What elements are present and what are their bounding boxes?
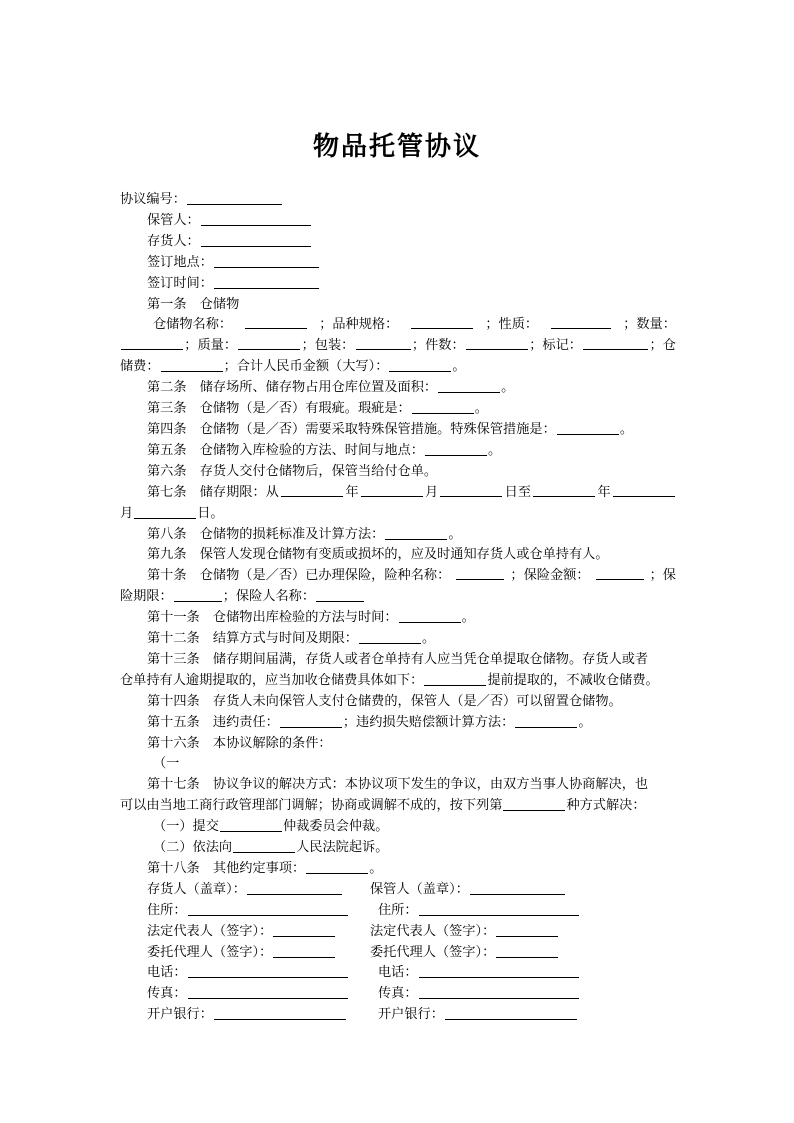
text: 第十五条 违约责任： (147, 714, 279, 730)
blank[interactable] (188, 964, 348, 978)
text: 存货人（盖章）： (147, 881, 246, 897)
right-column (370, 943, 559, 964)
signature-legal-rep-row (120, 922, 676, 943)
blank[interactable] (174, 588, 222, 602)
blank[interactable] (201, 233, 311, 247)
article-7-line-1 (120, 483, 676, 504)
article-4 (120, 420, 676, 441)
article-17-line-2 (120, 796, 676, 817)
right-column (378, 1005, 578, 1026)
text: 可以由当地工商行政管理部门调解；协商或调解不成的，按下列第 (120, 798, 503, 814)
blank[interactable] (306, 860, 368, 874)
text: 日至 (504, 484, 532, 500)
text: 储费： (120, 359, 160, 375)
text: 。 (487, 442, 502, 458)
depositor-line (120, 232, 676, 253)
blank[interactable] (596, 566, 644, 580)
blank[interactable] (440, 483, 502, 497)
blank[interactable] (424, 672, 486, 686)
text: 。 (461, 610, 475, 626)
article-17-line-1: 第十七条 协议争议的解决方式：本协议项下发生的争议，由双方当事人协商解决，也 (147, 777, 649, 793)
text: ；质量： (184, 338, 238, 354)
text: ；品种规格： (319, 317, 399, 333)
blank[interactable] (419, 964, 579, 978)
blank[interactable] (551, 315, 611, 329)
blank[interactable] (411, 315, 473, 329)
signature-fax-row (120, 984, 676, 1005)
text: ；标记： (529, 338, 582, 354)
blank[interactable] (214, 275, 319, 289)
blank[interactable] (466, 336, 528, 350)
blank[interactable] (361, 483, 423, 497)
text: 住所： (147, 902, 187, 918)
text: （二）依法向 (153, 840, 233, 856)
blank[interactable] (557, 421, 619, 435)
article-18 (120, 859, 676, 880)
text: 住所： (378, 902, 418, 918)
blank[interactable] (245, 315, 307, 329)
blank[interactable] (161, 358, 223, 372)
article-2 (120, 378, 676, 399)
right-column (370, 880, 566, 901)
article-7-line-2 (120, 504, 676, 525)
article-14: 第十四条 存货人未向保管人支付仓储费的，保管人（是／否）可以留置仓储物。 (147, 693, 622, 709)
text: 年 (597, 484, 611, 500)
article-1-line-3 (120, 357, 676, 378)
text: 委托代理人（签字）： (147, 944, 273, 960)
blank[interactable] (438, 379, 500, 393)
text: ；数量： (623, 317, 676, 333)
text: 第十二条 结算方式与时间及期限： (147, 631, 358, 647)
blank[interactable] (281, 483, 343, 497)
blank[interactable] (188, 985, 348, 999)
text: 法定代表人（签字）： (147, 923, 273, 939)
text: 。 (369, 861, 383, 876)
text: ；保 (649, 568, 676, 584)
text: 第八条 仓储物的损耗标准及计算方法： (147, 526, 385, 542)
blank[interactable] (134, 505, 196, 519)
blank[interactable] (613, 483, 675, 497)
text: 第十一条 仓储物出库检验的方法与时间： (147, 610, 398, 626)
article-1-line-2 (120, 336, 676, 357)
text: 月 (425, 484, 439, 500)
text: 年 (345, 484, 359, 500)
blank[interactable] (503, 797, 565, 811)
text: 第三条 仓储物（是／否）有瑕疵。瑕疵是： (147, 401, 411, 417)
text: 传真： (147, 986, 187, 1002)
agreement-no-line (120, 190, 676, 211)
sign-time-label: 签订时间： (147, 275, 213, 291)
article-6: 第六条 存货人交付仓储物后，保管当给付仓单。 (147, 463, 438, 479)
text: （一）提交 (153, 819, 219, 835)
blank[interactable] (187, 191, 282, 205)
right-column (370, 922, 559, 943)
text: ；保险金额： (510, 568, 590, 584)
text: 传真： (378, 986, 418, 1002)
article-17-option-2 (120, 838, 676, 859)
text: ；包装： (301, 338, 355, 354)
blank[interactable] (412, 400, 474, 414)
blank[interactable] (238, 336, 300, 350)
text: ；保险人名称： (222, 589, 316, 605)
right-column (378, 901, 580, 922)
text: 提前提取的，不减收仓储费。 (487, 672, 659, 688)
text: 第十条 仓储物（是／否）已办理保险，险种名称： (147, 568, 451, 584)
blank[interactable] (280, 714, 342, 728)
signature-agent-row (120, 943, 676, 964)
blank[interactable] (273, 944, 335, 958)
sign-place-line (120, 253, 676, 274)
text: 开户银行： (378, 1007, 444, 1023)
article-8 (120, 525, 676, 546)
blank[interactable] (356, 336, 411, 350)
article-9: 第九条 保管人发现仓储物有变质或损坏的，应及时通知存货人或仓单持有人。 (147, 547, 609, 563)
sign-place-label: 签订地点： (147, 254, 213, 270)
blank[interactable] (496, 923, 558, 937)
text: 第二条 储存场所、储存物占用仓库位置及面积： (147, 380, 438, 396)
blank[interactable] (445, 1006, 577, 1020)
blank[interactable] (214, 254, 319, 268)
article-10-line-1 (120, 566, 676, 587)
article-3 (120, 399, 676, 420)
article-15 (120, 713, 676, 734)
blank[interactable] (399, 609, 461, 623)
blank[interactable] (233, 839, 295, 853)
text: 险期限： (120, 589, 173, 605)
text: 电话： (147, 965, 187, 981)
blank[interactable] (316, 588, 364, 602)
article-16-item: （一 (153, 756, 180, 772)
text: 。 (474, 401, 488, 417)
blank[interactable] (359, 630, 421, 644)
text: 仓单持有人逾期提取的，应当加收仓储费具体如下： (120, 672, 424, 688)
signature-address-row (120, 901, 676, 922)
text: 第四条 仓储物（是／否）需要采取特殊保管措施。特殊保管措施是： (147, 421, 556, 437)
blank[interactable] (201, 212, 311, 226)
signature-phone-row (120, 963, 676, 984)
article-1-line-1 (120, 315, 676, 336)
text: ；件数： (411, 338, 465, 354)
text: 开户银行： (147, 1007, 213, 1023)
article-1-heading: 第一条 仓储物 (147, 296, 240, 312)
text: ；性质： (485, 317, 539, 333)
signature-party-row (120, 880, 676, 901)
blank[interactable] (419, 902, 579, 916)
article-10-line-2 (120, 587, 676, 608)
blank[interactable] (220, 818, 282, 832)
text: 人民法院起诉。 (296, 840, 389, 856)
article-5 (120, 441, 676, 462)
blank[interactable] (470, 881, 565, 895)
article-16: 第十六条 本协议解除的条件： (147, 735, 332, 751)
text: ；合计人民币金额（大写）： (223, 359, 389, 375)
text: 。 (578, 714, 592, 730)
blank[interactable] (247, 881, 342, 895)
blank[interactable] (214, 1006, 346, 1020)
blank[interactable] (385, 526, 447, 540)
text: ；违约损失赔偿额计算方法： (342, 714, 515, 730)
article-13-line-2 (120, 671, 676, 692)
text: 电话： (378, 965, 418, 981)
blank[interactable] (496, 944, 558, 958)
text: 。 (619, 421, 633, 437)
blank[interactable] (121, 336, 183, 350)
text: 法定代表人（签字）： (370, 923, 496, 939)
blank[interactable] (273, 923, 335, 937)
blank[interactable] (389, 358, 451, 372)
keeper-label: 保管人： (147, 212, 200, 228)
text: 保管人（盖章）： (370, 881, 469, 897)
text: ；仓 (649, 338, 676, 354)
blank[interactable] (419, 985, 579, 999)
text: 。 (501, 380, 515, 396)
blank[interactable] (425, 442, 487, 456)
text: 月 (120, 505, 134, 521)
article-17-option-1 (120, 817, 676, 838)
text: 。 (452, 359, 466, 375)
depositor-label: 存货人： (147, 233, 200, 249)
blank[interactable] (456, 566, 504, 580)
document-title: 物品托管协议 (312, 132, 481, 162)
agreement-no-label: 协议编号： (120, 192, 186, 207)
text: 种方式解决： (566, 798, 646, 814)
document-body (120, 190, 676, 1026)
text: 仓储物名称： (153, 317, 233, 333)
article-11 (120, 608, 676, 629)
signature-bank-row (120, 1005, 676, 1026)
text: 第十八条 其他约定事项： (147, 861, 306, 876)
text: 。 (422, 631, 436, 647)
blank[interactable] (533, 483, 595, 497)
article-13-line-1: 第十三条 储存期间届满，存货人或者仓单持有人应当凭仓单提取仓储物。存货人或者 (147, 651, 649, 667)
text: 第五条 仓储物入库检验的方法、时间与地点： (147, 442, 424, 458)
article-12 (120, 629, 676, 650)
text: 日。 (197, 505, 224, 521)
text: 。 (448, 526, 462, 542)
right-column (378, 963, 580, 984)
blank[interactable] (583, 336, 648, 350)
text: 委托代理人（签字）： (370, 944, 496, 960)
keeper-line (120, 211, 676, 232)
blank[interactable] (188, 902, 348, 916)
blank[interactable] (515, 714, 577, 728)
text: 仲裁委员会仲裁。 (282, 819, 389, 835)
right-column (378, 984, 580, 1005)
sign-time-line (120, 274, 676, 295)
text: 第七条 储存期限：从 (147, 484, 279, 500)
